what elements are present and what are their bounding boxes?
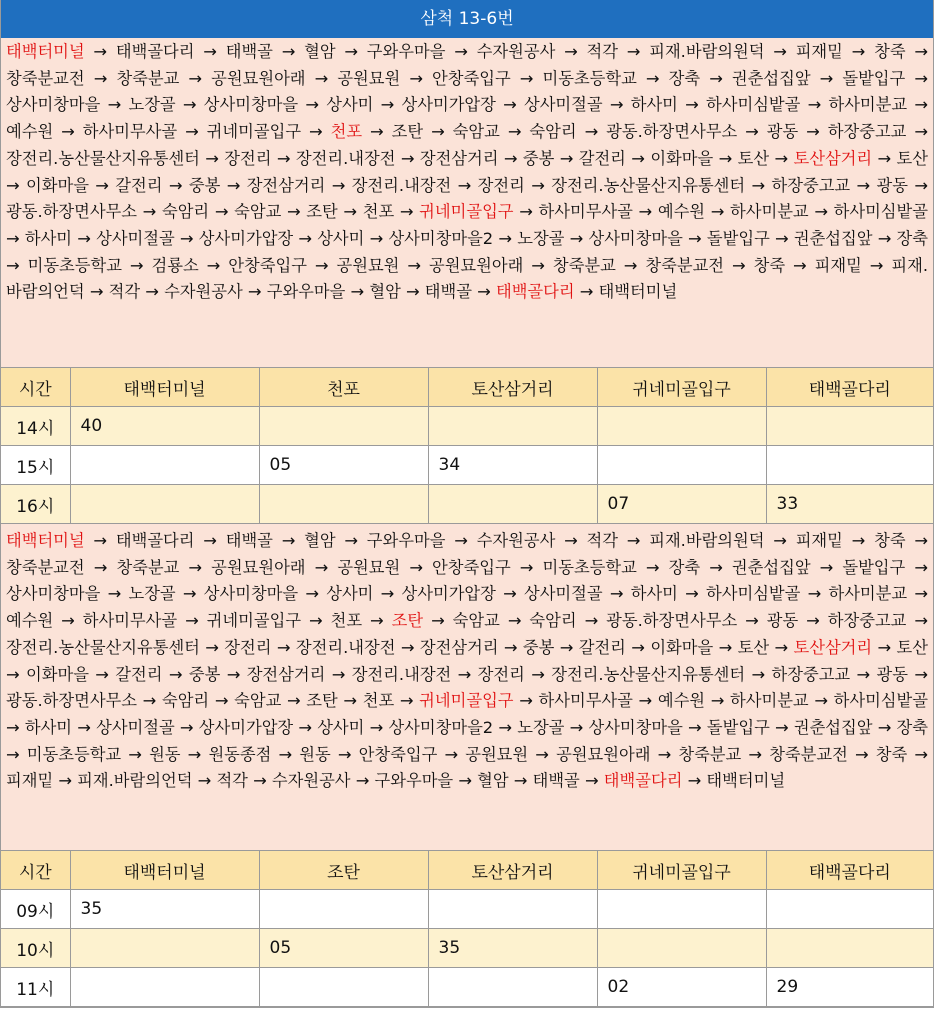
route-description-2	[1, 524, 933, 851]
highlighted-stop: 귀네미골입구	[419, 202, 514, 222]
table-row	[1, 446, 933, 485]
minute-cell: 33	[766, 485, 933, 524]
minute-cell	[70, 446, 259, 485]
hour-cell: 09시	[1, 890, 70, 929]
table-row	[1, 968, 933, 1007]
route-segment: → 조탄 → 숙암교 → 숙암리 → 광동.하장면사무소 → 광동 → 하장중고교 → 장전리.농산물산지유통센터 → 장전리 → 장전리.내장전 → 장전삼거리 → 중봉 → 갈전리 → 이화마을 → 토산 →	[6, 122, 929, 168]
schedule-table-2	[1, 851, 933, 1007]
highlighted-stop: 귀네미골입구	[419, 691, 514, 711]
highlighted-stop: 태백골다리	[495, 282, 575, 302]
minute-cell: 35	[70, 890, 259, 929]
minute-cell: 05	[259, 929, 428, 968]
highlighted-stop: 태백골다리	[603, 771, 683, 791]
minute-cell	[597, 407, 766, 446]
table-row	[1, 929, 933, 968]
table-header-row	[1, 368, 933, 407]
column-header: 시간	[1, 851, 70, 890]
highlighted-stop: 천포	[330, 122, 363, 142]
minute-cell	[766, 929, 933, 968]
minute-cell: 29	[766, 968, 933, 1007]
minute-cell	[766, 407, 933, 446]
minute-cell: 40	[70, 407, 259, 446]
route-segment: → 하사미무사골 → 예수원 → 하사미분교 → 하사미심밭골 → 하사미 → 상사미절골 → 상사미가압장 → 상사미 → 상사미창마을2 → 노장골 → 상사미창마을 → 돌밭입구 → 권춘섭집앞 → 장축 → 미동초등학교 → 원동 → 원동종점 → 원동 → 안창죽입구 → 공원묘원 → 공원묘원아래 → 창죽분교 → 창죽분교전 → 창죽 → 피재밑 → 피재.바람의언덕 → 적각 → 수자원공사 → 구와우마을 → 혈암 → 태백골 →	[6, 691, 928, 791]
minute-cell	[597, 446, 766, 485]
minute-cell	[597, 929, 766, 968]
column-header: 귀네미골입구	[597, 851, 766, 890]
route-segment: → 하사미무사골 → 예수원 → 하사미분교 → 하사미심밭골 → 하사미 → 상사미절골 → 상사미가압장 → 상사미 → 상사미창마을2 → 노장골 → 상사미창마을 → 돌밭입구 → 권춘섭집앞 → 장축 → 미동초등학교 → 검룡소 → 안창죽입구 → 공원묘원 → 공원묘원아래 → 창죽분교 → 창죽분교전 → 창죽 → 피재밑 → 피재.바람의언덕 → 적각 → 수자원공사 → 구와우마을 → 혈암 → 태백골 →	[6, 202, 928, 302]
table-header-row	[1, 851, 933, 890]
route-segment: → 토산 → 이화마을 → 갈전리 → 중봉 → 장전삼거리 → 장전리.내장전 → 장전리 → 장전리.농산물산지유통센터 → 하장중고교 → 광동 → 광동.하장면사무소 → 숙암리 → 숙암교 → 조탄 → 천포 →	[6, 148, 928, 222]
minute-cell: 34	[428, 446, 597, 485]
minute-cell	[259, 407, 428, 446]
hour-cell: 11시	[1, 968, 70, 1007]
highlighted-stop: 조탄	[391, 611, 424, 631]
minute-cell	[70, 485, 259, 524]
highlighted-stop: 토산삼거리	[793, 148, 873, 168]
column-header: 토산삼거리	[428, 851, 597, 890]
minute-cell	[597, 890, 766, 929]
column-header: 천포	[259, 368, 428, 407]
table-row	[1, 407, 933, 446]
minute-cell	[70, 929, 259, 968]
column-header: 토산삼거리	[428, 368, 597, 407]
column-header: 태백터미널	[70, 368, 259, 407]
hour-cell: 14시	[1, 407, 70, 446]
minute-cell: 35	[428, 929, 597, 968]
route-segment: → 태백터미널	[574, 282, 678, 302]
column-header: 시간	[1, 368, 70, 407]
route-description-1	[1, 38, 933, 368]
minute-cell	[766, 446, 933, 485]
column-header: 조탄	[259, 851, 428, 890]
minute-cell	[259, 890, 428, 929]
column-header: 태백터미널	[70, 851, 259, 890]
route-segment: → 토산 → 이화마을 → 갈전리 → 중봉 → 장전삼거리 → 장전리.내장전 → 장전리 → 장전리.농산물산지유통센터 → 하장중고교 → 광동 → 광동.하장면사무소 → 숙암리 → 숙암교 → 조탄 → 천포 →	[6, 637, 928, 711]
hour-cell: 16시	[1, 485, 70, 524]
hour-cell: 15시	[1, 446, 70, 485]
highlighted-stop: 태백터미널	[6, 42, 85, 61]
minute-cell	[428, 407, 597, 446]
page-title: 삼척 13-6번	[1, 0, 933, 38]
minute-cell	[766, 890, 933, 929]
route-segment: → 태백골다리 → 태백골 → 혈암 → 구와우마을 → 수자원공사 → 적각 → 피재.바람의원덕 → 피재밑 → 창죽 → 창죽분교전 → 창죽분교 → 공원묘원아래 → 공원묘원 → 안창죽입구 → 미동초등학교 → 장축 → 권춘섭집앞 → 돌밭입구 → 상사미창마을 → 노장골 → 상사미창마을 → 상사미 → 상사미가압장 → 상사미절골 → 하사미 → 하사미심밭골 → 하사미분교 → 예수원 → 하사미무사골 → 귀네미골입구 → 천포 →	[6, 531, 928, 631]
minute-cell	[259, 968, 428, 1007]
minute-cell: 07	[597, 485, 766, 524]
table-row	[1, 485, 933, 524]
column-header: 귀네미골입구	[597, 368, 766, 407]
highlighted-stop: 태백터미널	[6, 531, 85, 550]
minute-cell	[428, 485, 597, 524]
route-segment: → 숙암교 → 숙암리 → 광동.하장면사무소 → 광동 → 하장중고교 → 장전리.농산물산지유통센터 → 장전리 → 장전리.내장전 → 장전삼거리 → 중봉 → 갈전리 → 이화마을 → 토산 →	[6, 611, 928, 657]
highlighted-stop: 토산삼거리	[793, 637, 873, 657]
minute-cell: 05	[259, 446, 428, 485]
minute-cell: 02	[597, 968, 766, 1007]
column-header: 태백골다리	[766, 368, 933, 407]
schedule-table-1	[1, 368, 933, 524]
minute-cell	[70, 968, 259, 1007]
minute-cell	[428, 890, 597, 929]
minute-cell	[428, 968, 597, 1007]
table-row	[1, 890, 933, 929]
column-header: 태백골다리	[766, 851, 933, 890]
route-segment: → 태백터미널	[682, 771, 786, 791]
minute-cell	[259, 485, 428, 524]
route-segment: → 태백골다리 → 태백골 → 혈암 → 구와우마을 → 수자원공사 → 적각 → 피재.바람의원덕 → 피재밑 → 창죽 → 창죽분교전 → 창죽분교 → 공원묘원아래 → 공원묘원 → 안창죽입구 → 미동초등학교 → 장축 → 권춘섭집앞 → 돌밭입구 → 상사미창마을 → 노장골 → 상사미창마을 → 상사미 → 상사미가압장 → 상사미절골 → 하사미 → 하사미심밭골 → 하사미분교 → 예수원 → 하사미무사골 → 귀네미골입구 →	[6, 42, 928, 142]
hour-cell: 10시	[1, 929, 70, 968]
